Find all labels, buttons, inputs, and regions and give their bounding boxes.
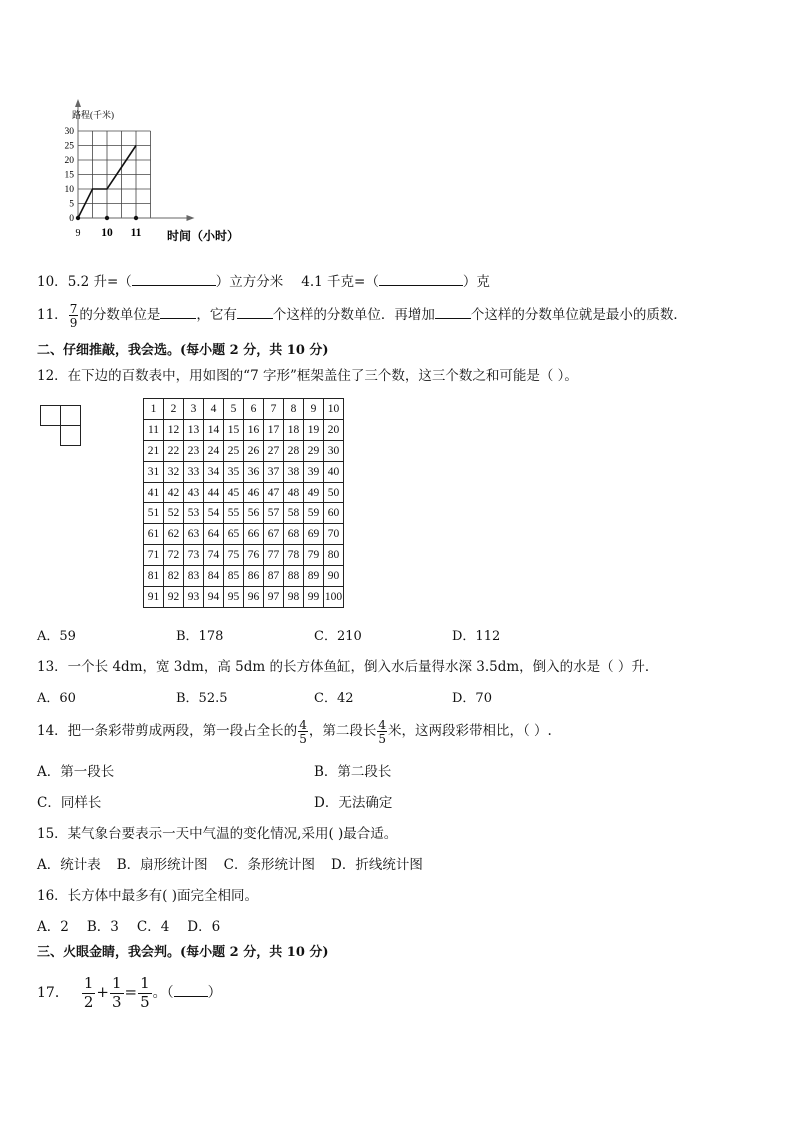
table-cell: 90 (324, 566, 344, 587)
table-row (144, 545, 344, 566)
fraction-denominator: 5 (378, 731, 386, 746)
table-cell: 88 (284, 566, 304, 587)
question-16-options (37, 915, 220, 935)
option-a[interactable]: A．59 (37, 629, 76, 644)
fraction-numerator: 4 (378, 717, 386, 732)
fraction-numerator: 4 (299, 717, 307, 732)
table-cell: 57 (264, 503, 284, 524)
option-c[interactable]: C．210 (314, 629, 362, 644)
option-a[interactable]: A．2 (37, 919, 69, 935)
table-cell: 11 (144, 419, 164, 440)
option-d[interactable]: D．70 (452, 691, 492, 706)
table-cell: 99 (304, 587, 324, 608)
table-cell: 66 (244, 524, 264, 545)
question-17-close: ） (207, 985, 222, 1001)
table-cell: 26 (244, 440, 264, 461)
table-cell: 84 (204, 566, 224, 587)
table-cell: 63 (184, 524, 204, 545)
answer-blank[interactable] (379, 285, 463, 286)
question-15-options (37, 853, 423, 873)
table-cell: 60 (324, 503, 344, 524)
option-c[interactable]: C．42 (314, 691, 354, 706)
table-cell: 48 (284, 482, 304, 503)
table-cell: 22 (164, 440, 184, 461)
x-tick-dot (134, 216, 138, 220)
table-cell: 53 (184, 503, 204, 524)
table-cell: 46 (244, 482, 264, 503)
question-11-text-2: ，它有 (196, 307, 237, 323)
table-cell: 58 (284, 503, 304, 524)
table-cell: 95 (224, 587, 244, 608)
fraction (69, 303, 79, 329)
table-cell: 86 (244, 566, 264, 587)
question-11-text-1: 的分数单位是 (79, 307, 161, 323)
table-cell: 39 (304, 461, 324, 482)
table-cell: 54 (204, 503, 224, 524)
table-cell: 19 (304, 419, 324, 440)
table-cell: 3 (184, 399, 204, 420)
table-cell: 35 (224, 461, 244, 482)
fraction-denominator: 9 (69, 315, 78, 330)
y-tick-label: 15 (64, 170, 74, 181)
option-b[interactable]: B．3 (86, 919, 119, 935)
question-11-text-4: 个这样的分数单位就是最小的质数． (470, 307, 687, 323)
table-cell: 50 (324, 482, 344, 503)
table-cell: 23 (184, 440, 204, 461)
table-cell: 80 (324, 545, 344, 566)
y-tick-label: 0 (69, 214, 74, 224)
table-cell: 92 (164, 587, 184, 608)
table-cell: 32 (164, 461, 184, 482)
question-10-part-b: 4.1 千克=（ (301, 274, 379, 290)
table-cell: 9 (304, 399, 324, 420)
option-b[interactable]: B．178 (176, 629, 224, 644)
table-cell: 28 (284, 440, 304, 461)
table-cell: 100 (324, 587, 344, 608)
table-cell: 6 (244, 399, 264, 420)
table-cell: 67 (264, 524, 284, 545)
table-cell: 77 (264, 545, 284, 566)
fraction-denominator: 5 (140, 993, 150, 1011)
table-cell: 93 (184, 587, 204, 608)
table-cell: 96 (244, 587, 264, 608)
table-cell: 16 (244, 419, 264, 440)
question-15: 15．某气象台要表示一天中气温的变化情况,采用( )最合适。 (37, 826, 398, 842)
question-16: 16．长方体中最多有( )面完全相同。 (37, 888, 259, 904)
table-row (144, 524, 344, 545)
table-cell: 33 (184, 461, 204, 482)
fraction (298, 719, 308, 745)
table-cell: 56 (244, 503, 264, 524)
table-cell: 65 (224, 524, 244, 545)
table-cell: 14 (204, 419, 224, 440)
question-10-part-a: 5.2 升=（ (67, 274, 132, 290)
table-cell: 98 (284, 587, 304, 608)
distance-time-chart (40, 90, 270, 250)
table-cell: 27 (264, 440, 284, 461)
table-cell: 20 (324, 419, 344, 440)
table-cell: 40 (324, 461, 344, 482)
table-cell: 13 (184, 419, 204, 440)
option-d[interactable]: D．无法确定 (314, 795, 393, 811)
table-cell: 69 (304, 524, 324, 545)
question-10-unit-b: ）克 (462, 274, 490, 290)
y-tick-label: 10 (64, 185, 74, 195)
chart-y-axis-label: 路程(千米) (72, 110, 114, 120)
table-row (144, 399, 344, 420)
option-a[interactable]: A．60 (37, 691, 76, 706)
table-cell: 82 (164, 566, 184, 587)
chart-grid (78, 131, 151, 218)
table-cell: 97 (264, 587, 284, 608)
x-tick-dot (105, 216, 109, 220)
table-cell: 76 (244, 545, 264, 566)
table-cell: 79 (304, 545, 324, 566)
question-14-text-1: 14．把一条彩带剪成两段，第一段占全长的 (37, 723, 298, 739)
table-cell: 5 (224, 399, 244, 420)
table-row (144, 587, 344, 608)
table-cell: 71 (144, 545, 164, 566)
table-cell: 2 (164, 399, 184, 420)
table-row (144, 419, 344, 440)
table-cell: 52 (164, 503, 184, 524)
table-cell: 59 (304, 503, 324, 524)
table-cell: 7 (264, 399, 284, 420)
table-cell: 47 (264, 482, 284, 503)
question-11 (37, 300, 687, 330)
table-cell: 73 (184, 545, 204, 566)
fraction-denominator: 2 (83, 993, 94, 1011)
question-17-tail: 。（ (152, 985, 174, 1001)
table-row (144, 482, 344, 503)
option-b[interactable]: B．第二段长 (314, 764, 392, 780)
seven-shape-frame-icon (40, 405, 82, 449)
fraction (110, 976, 124, 1010)
table-cell: 8 (284, 399, 304, 420)
fraction-denominator: 3 (111, 993, 122, 1011)
table-cell: 78 (284, 545, 304, 566)
answer-blank[interactable] (160, 318, 196, 319)
table-cell: 45 (224, 482, 244, 503)
table-cell: 94 (204, 587, 224, 608)
table-cell: 43 (184, 482, 204, 503)
table-cell: 25 (224, 440, 244, 461)
table-cell: 38 (284, 461, 304, 482)
table-cell: 44 (204, 482, 224, 503)
table-cell: 74 (204, 545, 224, 566)
table-cell: 89 (304, 566, 324, 587)
plus-sign: + (96, 983, 109, 1001)
question-12: 12．在下边的百数表中，用如图的“7 字形”框架盖住了三个数，这三个数之和可能是（ ）。 (37, 368, 578, 384)
answer-blank[interactable] (237, 318, 273, 319)
y-axis-arrow (75, 99, 81, 107)
option-d[interactable]: D．6 (187, 919, 221, 935)
question-13: 13．一个长 4dm，宽 3dm，高 5dm 的长方体鱼缸，倒入水后量得水深 3.5dm，倒入的水是（ ）升． (37, 659, 659, 675)
table-cell: 31 (144, 461, 164, 482)
table-cell: 64 (204, 524, 224, 545)
y-tick-label: 5 (69, 199, 74, 210)
x-tick-label: 10 (101, 227, 113, 239)
question-11-text-3: 个这样的分数单位．再增加 (272, 307, 435, 323)
fraction (138, 976, 152, 1010)
hundred-number-table (143, 398, 344, 608)
table-cell: 49 (304, 482, 324, 503)
table-cell: 62 (164, 524, 184, 545)
fraction-numerator: 1 (140, 974, 150, 992)
table-row (144, 566, 344, 587)
option-a[interactable]: A．统计表 (37, 857, 101, 873)
table-cell: 34 (204, 461, 224, 482)
answer-blank[interactable] (435, 318, 471, 319)
table-cell: 4 (204, 399, 224, 420)
fraction (377, 719, 387, 745)
table-cell: 12 (164, 419, 184, 440)
chart-x-ticks (76, 216, 142, 239)
table-cell: 85 (224, 566, 244, 587)
table-cell: 81 (144, 566, 164, 587)
option-c[interactable]: C．4 (136, 919, 170, 935)
question-17 (37, 970, 222, 1015)
question-10-unit-a: ）立方分米 (215, 274, 284, 290)
y-tick-label: 30 (64, 127, 74, 137)
table-cell: 68 (284, 524, 304, 545)
option-b[interactable]: B．52.5 (176, 691, 228, 706)
table-cell: 72 (164, 545, 184, 566)
y-tick-label: 20 (64, 156, 74, 166)
table-cell: 17 (264, 419, 284, 440)
table-cell: 41 (144, 482, 164, 503)
question-14-text-3: 米，这两段彩带相比，（ ）. (387, 723, 552, 739)
table-cell: 36 (244, 461, 264, 482)
equals-sign: = (124, 983, 138, 1001)
question-14 (37, 716, 552, 746)
table-cell: 37 (264, 461, 284, 482)
option-b[interactable]: B．扇形统计图 (116, 857, 208, 873)
table-cell: 75 (224, 545, 244, 566)
table-cell: 51 (144, 503, 164, 524)
question-number: 10． (37, 274, 68, 290)
table-cell: 29 (304, 440, 324, 461)
table-cell: 15 (224, 419, 244, 440)
y-tick-label: 25 (64, 141, 74, 152)
table-row (144, 461, 344, 482)
option-c[interactable]: C．条形统计图 (223, 857, 316, 873)
section-3-heading: 三、火眼金睛，我会判。(每小题 2 分，共 10 分) (37, 945, 329, 960)
question-number: 17． (37, 985, 69, 1001)
table-cell: 10 (324, 399, 344, 420)
fraction-numerator: 1 (83, 974, 94, 992)
table-cell: 42 (164, 482, 184, 503)
table-cell: 21 (144, 440, 164, 461)
option-a[interactable]: A．第一段长 (37, 764, 115, 780)
question-10 (37, 270, 490, 290)
chart-y-ticks (65, 127, 75, 224)
table-cell: 70 (324, 524, 344, 545)
table-cell: 83 (184, 566, 204, 587)
table-cell: 18 (284, 419, 304, 440)
table-cell: 1 (144, 399, 164, 420)
answer-blank[interactable] (132, 285, 216, 286)
fraction (82, 976, 96, 1010)
fraction-numerator: 7 (69, 301, 78, 316)
question-number: 11． (37, 307, 68, 323)
x-tick-label: 11 (130, 227, 142, 239)
table-row (144, 440, 344, 461)
table-cell: 55 (224, 503, 244, 524)
x-tick-label: 9 (75, 228, 81, 239)
table-cell: 24 (204, 440, 224, 461)
fraction-numerator: 1 (111, 974, 122, 992)
question-14-text-2: ，第二段长 (308, 723, 377, 739)
table-cell: 91 (144, 587, 164, 608)
chart-x-axis-label: 时间（小时） (167, 229, 240, 243)
x-axis-arrow (187, 215, 195, 221)
fraction-denominator: 5 (299, 731, 307, 746)
table-row (144, 503, 344, 524)
table-cell: 87 (264, 566, 284, 587)
table-cell: 30 (324, 440, 344, 461)
option-c[interactable]: C．同样长 (37, 795, 102, 811)
option-d[interactable]: D．折线统计图 (331, 857, 423, 873)
option-d[interactable]: D．112 (452, 629, 501, 644)
section-2-heading: 二、仔细推敲，我会选。(每小题 2 分，共 10 分) (37, 343, 329, 358)
answer-blank[interactable] (174, 996, 208, 997)
table-cell: 61 (144, 524, 164, 545)
